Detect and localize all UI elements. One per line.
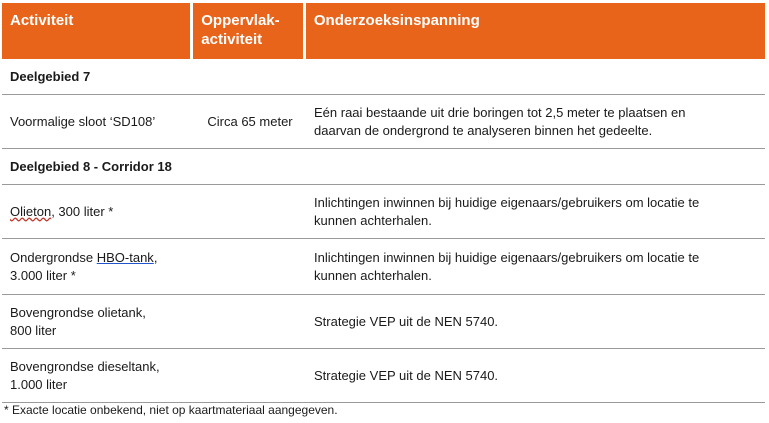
activity-text: Ondergrondse xyxy=(10,249,97,265)
activity-cell: Voormalige sloot ‘SD108’ xyxy=(10,113,156,129)
table-row xyxy=(2,295,765,349)
activity-cell xyxy=(2,295,194,348)
table-row xyxy=(2,185,765,239)
activity-hbo-tank-link[interactable]: HBO-tank xyxy=(96,249,154,265)
header-area xyxy=(193,3,303,59)
section-title-deelgebied-7: Deelgebied 7 xyxy=(2,59,765,95)
activity-text: , xyxy=(153,249,158,265)
effort-line: kunnen achterhalen. xyxy=(314,212,432,228)
area-cell: Circa 65 meter xyxy=(207,113,293,129)
header-activity: Activiteit xyxy=(2,3,190,59)
effort-line: daarvan de ondergrond te analyseren binnen het gedeelte. xyxy=(314,122,653,138)
area-cell xyxy=(194,239,306,294)
activity-table xyxy=(2,3,765,403)
effort-line: Eén raai bestaande uit drie boringen tot 2,5 meter te plaatsen en xyxy=(314,104,686,120)
area-cell xyxy=(194,185,306,238)
table-row xyxy=(2,95,765,149)
footnote: * Exacte locatie onbekend, niet op kaartmateriaal aangegeven. xyxy=(4,403,338,417)
effort-cell xyxy=(306,95,765,148)
table-row xyxy=(2,349,765,403)
table-header xyxy=(2,3,765,59)
activity-text: , 300 liter * xyxy=(51,203,114,219)
effort-cell xyxy=(306,239,765,294)
effort-cell: Strategie VEP uit de NEN 5740. xyxy=(314,313,499,329)
activity-text: 1.000 liter xyxy=(10,376,68,392)
activity-cell xyxy=(2,349,194,402)
activity-cell xyxy=(2,239,194,294)
activity-text: Bovengrondse dieseltank, xyxy=(10,358,160,374)
activity-text: Bovengrondse olietank, xyxy=(10,304,146,320)
header-effort: Onderzoeksinspanning xyxy=(306,3,765,59)
activity-olieton: Olieton xyxy=(10,203,52,219)
area-cell xyxy=(194,295,306,348)
activity-cell xyxy=(2,185,194,238)
header-area-line2: activiteit xyxy=(201,31,263,48)
area-cell xyxy=(194,349,306,402)
effort-cell xyxy=(306,185,765,238)
table-row xyxy=(2,239,765,295)
section-title-deelgebied-8: Deelgebied 8 - Corridor 18 xyxy=(2,149,765,185)
header-area-line1: Oppervlak- xyxy=(201,12,280,29)
effort-line: Inlichtingen inwinnen bij huidige eigenaars/gebruikers om locatie te xyxy=(314,194,700,210)
activity-text: 800 liter xyxy=(10,322,57,338)
effort-cell: Strategie VEP uit de NEN 5740. xyxy=(314,367,499,383)
effort-line: Inlichtingen inwinnen bij huidige eigenaars/gebruikers om locatie te xyxy=(314,249,700,265)
effort-line: kunnen achterhalen. xyxy=(314,267,432,283)
activity-text: 3.000 liter * xyxy=(10,267,76,283)
